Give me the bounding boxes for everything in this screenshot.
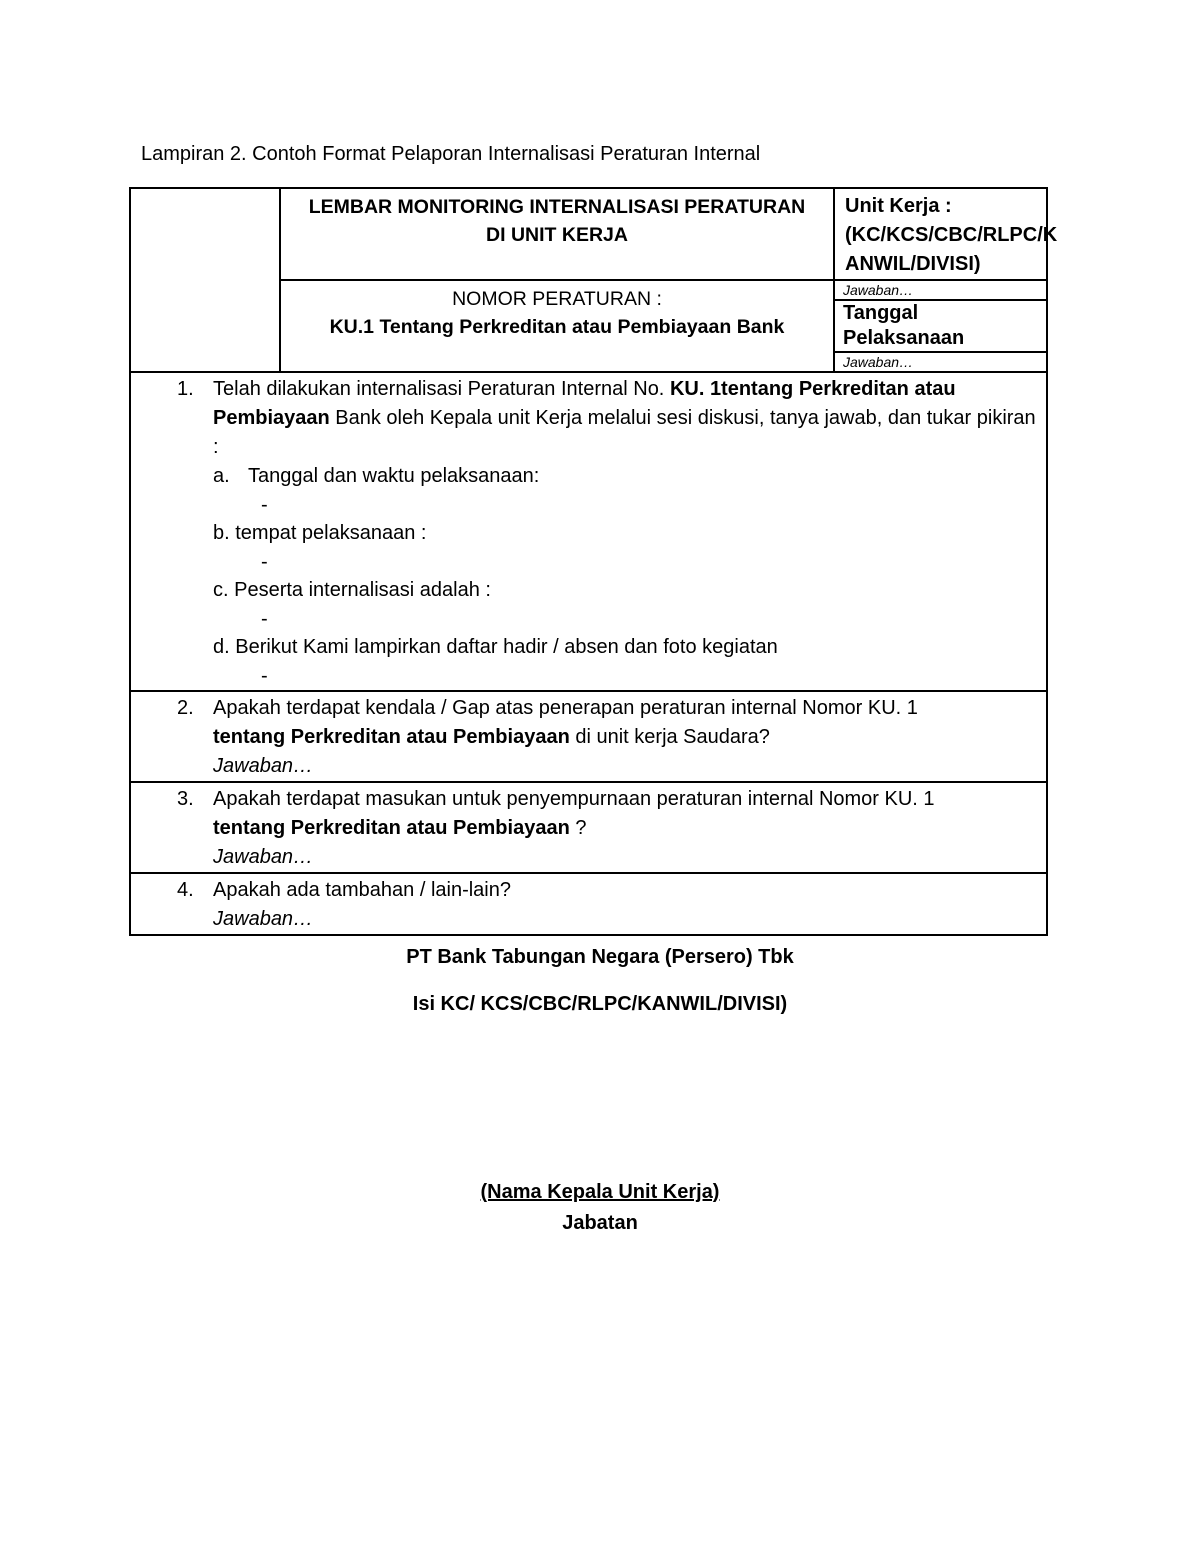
question-1a: [213, 462, 1036, 491]
question-3-text-part1: Apakah terdapat masukan untuk penyempurnaan peraturan internal Nomor KU. 1: [213, 788, 935, 810]
form-title-line1: LEMBAR MONITORING INTERNALISASI PERATURAN: [308, 196, 806, 218]
question-4-number: 4.: [177, 879, 194, 901]
signatory-title: Jabatan: [562, 1212, 638, 1234]
question-4-answer[interactable]: Jawaban…: [213, 908, 314, 930]
question-2-text-part1: Apakah terdapat kendala / Gap atas penerapan peraturan internal Nomor KU. 1: [213, 697, 918, 719]
question-3-cell: [130, 782, 1047, 873]
question-4: [131, 874, 1046, 934]
form-title-line2: DI UNIT KERJA: [486, 224, 628, 246]
unit-kerja-label: Unit Kerja :: [845, 195, 952, 217]
question-1c-answer[interactable]: -: [261, 608, 268, 630]
tanggal-pelaksanaan-answer[interactable]: Jawaban…: [834, 352, 1047, 372]
unit-kerja-value-line2: ANWIL/DIVISI): [845, 253, 981, 275]
question-1-text-bold: KU. 1tentang Perkreditan atau Pembiayaan: [213, 378, 956, 429]
page-title: Lampiran 2. Contoh Format Pelaporan Internalisasi Peraturan Internal: [141, 143, 761, 165]
question-3-answer[interactable]: Jawaban…: [213, 846, 314, 868]
unit-kerja-value-line1: (KC/KCS/CBC/RLPC/K: [845, 224, 1058, 246]
unit-kerja-cell: [834, 188, 1058, 280]
question-2-text-bold: tentang Perkreditan atau Pembiayaan: [213, 726, 570, 748]
question-3-text-part2: ?: [569, 817, 587, 839]
question-1a-answer[interactable]: -: [261, 494, 268, 516]
question-2-answer[interactable]: Jawaban…: [213, 755, 314, 777]
question-2-text-line2: [213, 723, 1036, 752]
question-3-number: 3.: [177, 788, 194, 810]
question-1d-answer[interactable]: -: [261, 665, 268, 687]
nomor-peraturan-label: NOMOR PERATURAN :: [452, 288, 662, 310]
question-1a-text: Tanggal dan waktu pelaksanaan:: [248, 465, 540, 487]
question-3-text-line2: [213, 814, 1036, 843]
question-1b-text: b. tempat pelaksanaan :: [213, 522, 427, 544]
question-1: [131, 373, 1046, 690]
nomor-peraturan-cell: [280, 280, 834, 372]
company-name: PT Bank Tabungan Negara (Persero) Tbk: [406, 946, 794, 968]
question-3: [131, 783, 1046, 872]
question-2-cell: [130, 691, 1047, 782]
question-1-cell: [130, 372, 1047, 691]
signatory-name: (Nama Kepala Unit Kerja): [480, 1181, 720, 1203]
question-1-text: [213, 375, 1036, 462]
unit-kerja-answer[interactable]: Jawaban…: [834, 280, 1047, 300]
question-4-cell: [130, 873, 1047, 935]
question-1-text-part1: Telah dilakukan internalisasi Peraturan Internal No.: [213, 378, 670, 400]
tanggal-pelaksanaan-label: Tanggal Pelaksanaan: [834, 300, 1047, 352]
question-3-text-bold: tentang Perkreditan atau Pembiayaan: [213, 817, 570, 839]
question-2: [131, 692, 1046, 781]
question-4-text: Apakah ada tambahan / lain-lain?: [213, 879, 511, 901]
question-1d-text: d. Berikut Kami lampirkan daftar hadir / absen dan foto kegiatan: [213, 636, 778, 658]
question-1c-text: c. Peserta internalisasi adalah :: [213, 579, 491, 601]
question-1b-answer[interactable]: -: [261, 551, 268, 573]
monitoring-form-table: [129, 187, 1058, 936]
nomor-peraturan-value: KU.1 Tentang Perkreditan atau Pembiayaan Bank: [329, 316, 785, 338]
logo-cell-empty: [130, 188, 280, 372]
question-2-number: 2.: [177, 697, 194, 719]
unit-name: Isi KC/ KCS/CBC/RLPC/KANWIL/DIVISI): [412, 993, 788, 1015]
question-1-text-part2: Bank oleh Kepala unit Kerja melalui sesi diskusi, tanya jawab, dan tukar pikiran :: [213, 407, 1036, 458]
question-1a-letter: a.: [213, 465, 230, 487]
question-1-number: 1.: [177, 378, 194, 400]
form-title-cell: [280, 188, 834, 280]
question-2-text-part2: di unit kerja Saudara?: [569, 726, 770, 748]
